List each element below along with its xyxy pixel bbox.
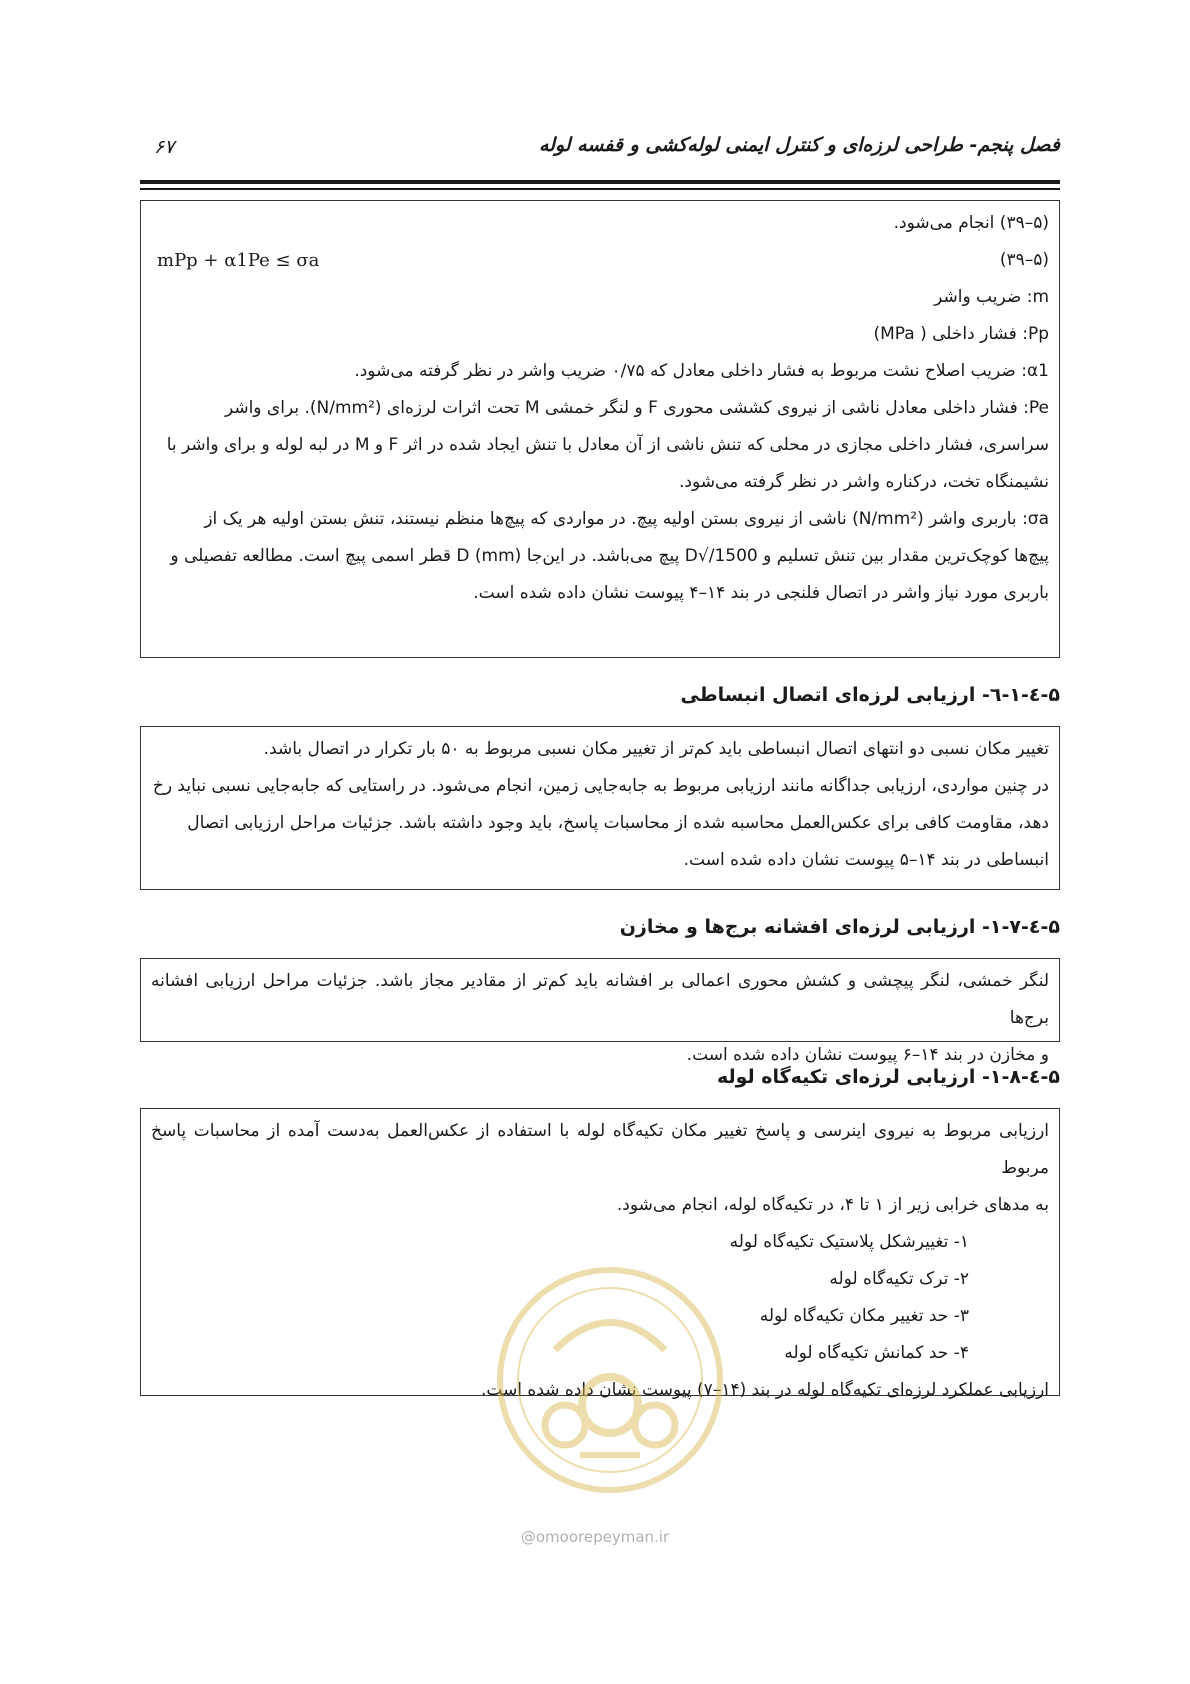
expansion-joint-box [140, 726, 1060, 890]
definition-pe-line2: سراسری، فشار داخلی مجازی در محلی که تنش ناشی از آن معادل با تنش ایجاد شده در اثر F و M در لبه لوله و برای واشر با [166, 435, 1049, 455]
definition-alpha: α1: ضریب اصلاح نشت مربوط به فشار داخلی معادل که ۰/۷۵ ضریب واشر در نظر گرفته می‌شود. [354, 361, 1049, 381]
definition-pe-line3: نشیمنگاه تخت، درکناره واشر در نظر گرفته می‌شود. [679, 472, 1049, 492]
section-heading-nozzles: ۵-٤-۱-۷- ارزیابی لرزه‌ای افشانه برج‌ها و مخازن [619, 916, 1060, 938]
formula-row [151, 242, 1049, 279]
intro-line: (۵–۳۹) انجام می‌شود. [893, 213, 1049, 233]
paragraph-line: در چنین مواردی، ارزیابی جداگانه مانند ارزیابی مربوط به جابه‌جایی زمین، انجام می‌شود. در راستایی که جابه‌جایی نسبی نباید رخ [152, 776, 1049, 796]
definition-pe-line1: Pe: فشار داخلی معادل ناشی از نیروی کششی محوری F و لنگر خمشی M تحت اثرات لرزه‌ای (N/mm²). برای واشر [224, 398, 1049, 418]
definition-sigma-line3: باربری مورد نیاز واشر در اتصال فلنجی در بند ۱۴–۴ پیوست نشان داده شده است. [473, 583, 1049, 603]
definition-pp: Pp: فشار داخلی ( MPa) [873, 324, 1049, 344]
list-item: ۴- حد کمانش تکیه‌گاه لوله [784, 1343, 969, 1363]
section-heading-pipe-support: ۵-٤-۱-۸- ارزیابی لرزه‌ای تکیه‌گاه لوله [716, 1066, 1060, 1088]
paragraph-line: انبساطی در بند ۱۴–۵ پیوست نشان داده شده است. [683, 850, 1049, 870]
paragraph-line: دهد، مقاومت کافی برای عکس‌العمل محاسبه شده از محاسبات پاسخ، باید وجود داشته باشد. جزئیات مراحل ارزیابی اتصال [187, 813, 1049, 833]
list-item: ۱- تغییرشکل پلاستیک تکیه‌گاه لوله [729, 1232, 969, 1252]
page-header [140, 128, 1060, 168]
paragraph-line: ارزیابی مربوط به نیروی اینرسی و پاسخ تغییر مکان تکیه‌گاه لوله با استفاده از عکس‌العمل به‌دست آمده از محاسبات پاسخ مربوط [151, 1121, 1049, 1178]
definition-sigma-line1: σa: باربری واشر (N/mm²) ناشی از نیروی بستن اولیه پیچ. در مواردی که پیچ‌ها منظم نیستند، تنش بستن اولیه هر یک از [204, 509, 1049, 529]
pipe-support-box [140, 1108, 1060, 1400]
paragraph-line: و مخازن در بند ۱۴–۶ پیوست نشان داده شده است. [686, 1045, 1049, 1065]
paragraph-line: لنگر خمشی، لنگر پیچشی و کشش محوری اعمالی بر افشانه باید کم‌تر از مقادیر مجاز باشد. جزئیات مراحل ارزیابی افشانه برج‌ها [151, 971, 1049, 1028]
chapter-title: فصل پنجم- طراحی لرزه‌ای و کنترل ایمنی لوله‌کشی و قفسه لوله [538, 134, 1060, 156]
gasket-formula: mPp + α1Pe ≤ σa [157, 250, 320, 271]
equation-number: (۵–۳۹) [999, 250, 1049, 270]
nozzles-box [140, 958, 1060, 1065]
header-rule-thin [140, 188, 1060, 190]
section-heading-expansion-joint: ۵-٤-۱-٦- ارزیابی لرزه‌ای اتصال انبساطی [680, 684, 1060, 706]
paragraph-line: به مدهای خرابی زیر از ۱ تا ۴، در تکیه‌گاه لوله، انجام می‌شود. [616, 1195, 1049, 1215]
gasket-formula-box [140, 200, 1060, 658]
header-rule-thick [140, 180, 1060, 184]
definition-m: m: ضریب واشر [934, 287, 1049, 307]
closing-line: ارزیابی عملکرد لرزه‌ای تکیه‌گاه لوله در بند (۱۴–۷) پیوست نشان داده شده است. [480, 1380, 1049, 1400]
list-item: ۲- ترک تکیه‌گاه لوله [829, 1269, 969, 1289]
page-number: ۶۷ [154, 136, 175, 158]
list-item: ۳- حد تغییر مکان تکیه‌گاه لوله [759, 1306, 969, 1326]
definition-sigma-line2: پیچ‌ها کوچک‌ترین مقدار بین تنش تسلیم و 1500/√D پیچ می‌باشد. در این‌جا D (mm) قطر اسمی پیچ است. مطالعه تفصیلی و [170, 546, 1049, 566]
footer-website: @omoorepeyman.ir [520, 1528, 670, 1546]
paragraph-line: تغییر مکان نسبی دو انتهای اتصال انبساطی باید کم‌تر از تغییر مکان نسبی مربوط به ۵۰ بار تکرار در اتصال باشد. [263, 739, 1049, 759]
